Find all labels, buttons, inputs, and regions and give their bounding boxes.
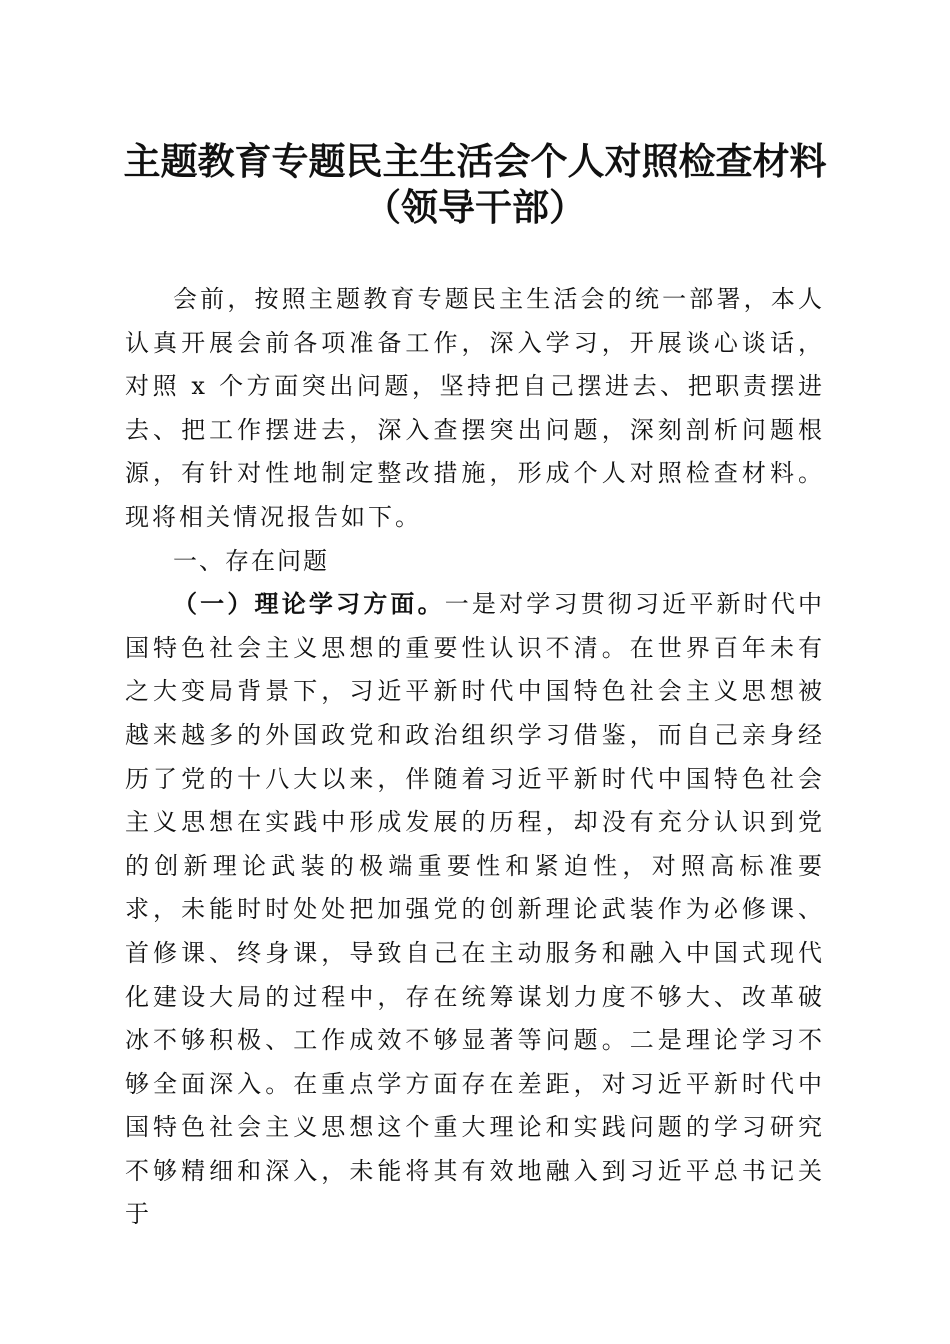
title-line-sub: （领导干部）: [364, 185, 586, 229]
section-heading-problems: 一、存在问题: [173, 546, 329, 575]
subsection-text: 一是对学习贯彻习近平新时代中国特色社会主义思想的重要性认识不清。在世界百年未有之大变局背景下，习近平新时代中国特色社会主义思想被越来越多的外国政党和政治组织学习借鉴，而自己亲身经历了党的十八大以来，伴随着习近平新时代中国特色社会主义思想在实践中形成发展的历程，却没有充分认识到党的创新理论武装的极端重要性和紧迫性，对照高标准要求，未能时时处处把加强党的创新理论武装作为必修课、首修课、终身课，导致自己在主动服务和融入中国式现代化建设大局的过程中，存在统筹谋划力度不够大、改革破冰不够积极、工作成效不够显著等问题。二是理论学习不够全面深入。在重点学方面存在差距，对习近平新时代中国特色社会主义思想这个重大理论和实践问题的学习研究不够精细和深入，未能将其有效地融入到习近平总书记关于: [125, 590, 826, 1229]
intro-paragraph: 会前，按照主题教育专题民主生活会的统一部署，本人认真开展会前各项准备工作，深入学习，开展谈心谈话，对照 x 个方面突出问题，坚持把自己摆进去、把职责摆进去、把工作摆进去，深入查摆突出问题，深刻剖析问题根源，有针对性地制定整改措施，形成个人对照检查材料。现将相关情况报告如下。: [125, 285, 825, 531]
subsection-theory-study: [125, 583, 825, 1237]
document-body: [125, 278, 825, 1237]
subsection-lead: （一）理论学习方面。: [173, 590, 445, 619]
document-title: [0, 138, 950, 230]
title-line-main: 主题教育专题民主生活会个人对照检查材料: [123, 139, 827, 183]
